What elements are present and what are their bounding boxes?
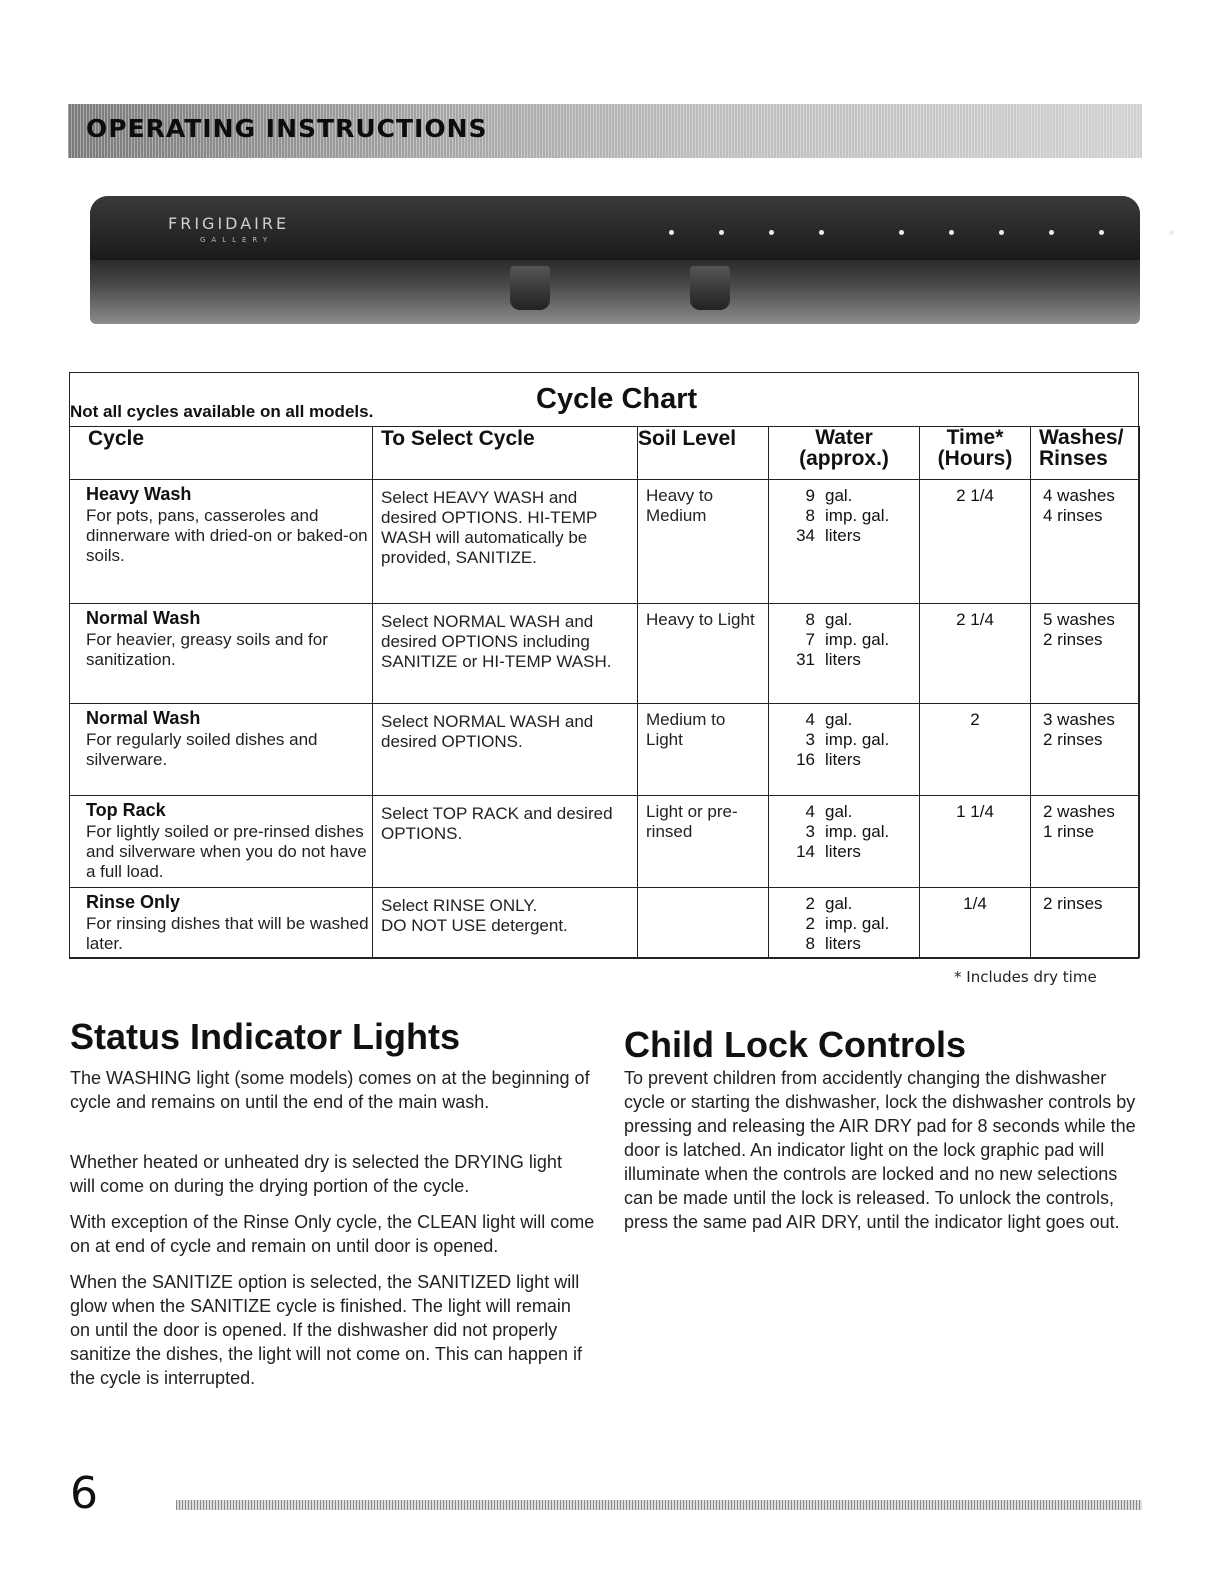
select-instructions: Select HEAVY WASH and desired OPTIONS. HI-TEMP WASH will automatically be provided, SANITIZE. (381, 488, 598, 567)
chart-footnote: * Includes dry time (954, 968, 1097, 986)
cycle-name: Heavy Wash (86, 484, 192, 504)
select-cell (373, 888, 638, 958)
status-lights-heading: Status Indicator Lights (70, 1016, 461, 1057)
water-unit: imp. gal. (825, 506, 890, 525)
column-header-cycle: Cycle (70, 427, 373, 480)
footer-rule (176, 1500, 1142, 1510)
cycle-cell (70, 604, 373, 704)
water-cell (769, 704, 920, 796)
table-row (70, 796, 1140, 888)
cycle-cell (70, 480, 373, 604)
washes-cell (1031, 796, 1140, 888)
water-amount: 7 (805, 630, 815, 649)
panel-button (938, 218, 964, 235)
cycle-time: 2 1/4 (956, 486, 994, 505)
column-header-select: To Select Cycle (373, 427, 638, 480)
panel-button (708, 218, 734, 235)
panel-button (808, 218, 834, 235)
child-lock-heading: Child Lock Controls (624, 1024, 966, 1065)
water-cell (769, 480, 920, 604)
cycle-description: For heavier, greasy soils and for sanitization. (86, 630, 328, 669)
cycle-name: Rinse Only (86, 892, 181, 912)
cycle-description: For pots, pans, casseroles and dinnerware with dried-on or baked-on soils. (86, 506, 368, 565)
soil-level: Heavy to Medium (646, 486, 714, 525)
washes-cell (1031, 704, 1140, 796)
water-cell (769, 604, 920, 704)
water-amount: 2 (805, 894, 815, 913)
table-row (70, 604, 1140, 704)
panel-button (658, 218, 684, 235)
water-unit: imp. gal. (825, 630, 890, 649)
soil-level: Medium to Light (646, 710, 726, 749)
water-unit: gal. (825, 710, 853, 729)
table-header-row (70, 427, 1140, 480)
washes-cell (1031, 604, 1140, 704)
water-amount: 2 (805, 914, 815, 933)
water-unit: liters (825, 526, 861, 545)
soil-level: Light or pre- rinsed (646, 802, 738, 841)
select-cell (373, 796, 638, 888)
cycle-time: 1 1/4 (956, 802, 994, 821)
time-cell (920, 480, 1031, 604)
cycle-name: Normal Wash (86, 608, 201, 628)
brand-sub-logo: GALLERY (200, 236, 274, 244)
column-header-washes: Washes/ Rinses (1031, 427, 1140, 480)
door-handle (690, 266, 730, 310)
washes-rinses: 2 rinses (1043, 894, 1103, 913)
soil-cell (638, 604, 769, 704)
water-cell (769, 796, 920, 888)
water-unit: imp. gal. (825, 730, 890, 749)
table-row (70, 704, 1140, 796)
brand-logo: FRIGIDAIRE (168, 214, 290, 233)
time-cell (920, 704, 1031, 796)
washes-rinses: 5 washes 2 rinses (1043, 610, 1115, 649)
cycle-time: 1/4 (963, 894, 987, 913)
water-amount: 3 (805, 822, 815, 841)
soil-level: Heavy to Light (646, 610, 755, 629)
water-unit: gal. (825, 894, 853, 913)
child-lock-paragraph: To prevent children from accidently changing the dishwasher cycle or starting the dishwasher, lock the dishwasher controls by pressing and releasing the AIR DRY pad for 8 seconds while the door is latched. An indicator light on the lock graphic pad will illuminate when the controls are locked and no new selections can be made until the lock is released. To unlock the controls, press the same pad AIR DRY, until the indicator light goes out. (624, 1068, 1136, 1232)
select-instructions: Select NORMAL WASH and desired OPTIONS. (381, 712, 594, 751)
cycle-time: 2 (970, 710, 980, 729)
water-unit: gal. (825, 486, 853, 505)
status-paragraph: The WASHING light (some models) comes on at the beginning of cycle and remains on until the end of the main wash. (70, 1068, 590, 1112)
page-number: 6 (70, 1468, 98, 1519)
status-paragraph: With exception of the Rinse Only cycle, the CLEAN light will come on at end of cycle and remain on until door is opened. (70, 1212, 595, 1256)
cycle-name: Top Rack (86, 800, 166, 820)
select-cell (373, 480, 638, 604)
water-amount: 31 (796, 650, 815, 669)
panel-button (1038, 218, 1064, 235)
water-unit: liters (825, 842, 861, 861)
water-unit: gal. (825, 610, 853, 629)
section-title: OPERATING INSTRUCTIONS (86, 114, 488, 143)
water-cell (769, 888, 920, 958)
select-cell (373, 604, 638, 704)
water-amount: 14 (796, 842, 815, 861)
water-amount: 4 (805, 802, 815, 821)
water-unit: liters (825, 650, 861, 669)
select-instructions: Select RINSE ONLY. DO NOT USE detergent. (381, 896, 568, 935)
panel-button (758, 218, 784, 235)
panel-button (988, 218, 1014, 235)
cycle-cell (70, 704, 373, 796)
cycle-cell (70, 796, 373, 888)
section-header-bar (68, 104, 1142, 158)
soil-cell (638, 704, 769, 796)
soil-cell (638, 888, 769, 958)
select-instructions: Select NORMAL WASH and desired OPTIONS including SANITIZE or HI-TEMP WASH. (381, 612, 612, 671)
washes-rinses: 2 washes 1 rinse (1043, 802, 1115, 841)
panel-buttons (658, 218, 1184, 235)
table-row (70, 888, 1140, 958)
cycle-cell (70, 888, 373, 958)
control-panel-image (90, 196, 1140, 324)
water-unit: liters (825, 750, 861, 769)
time-cell (920, 796, 1031, 888)
door-handle (510, 266, 550, 310)
water-unit: gal. (825, 802, 853, 821)
cycle-description: For rinsing dishes that will be washed later. (86, 914, 369, 953)
cycle-time: 2 1/4 (956, 610, 994, 629)
water-amount: 8 (805, 610, 815, 629)
water-unit: imp. gal. (825, 822, 890, 841)
washes-cell (1031, 888, 1140, 958)
water-unit: liters (825, 934, 861, 953)
column-header-water: Water (approx.) (769, 427, 920, 480)
water-amount: 3 (805, 730, 815, 749)
soil-cell (638, 480, 769, 604)
water-unit: imp. gal. (825, 914, 890, 933)
select-instructions: Select TOP RACK and desired OPTIONS. (381, 804, 613, 843)
select-cell (373, 704, 638, 796)
washes-rinses: 4 washes 4 rinses (1043, 486, 1115, 525)
panel-button (1088, 218, 1114, 235)
column-header-time: Time* (Hours) (920, 427, 1031, 480)
cycle-description: For regularly soiled dishes and silverware. (86, 730, 318, 769)
status-paragraph: Whether heated or unheated dry is selected the DRYING light will come on during the drying portion of the cycle. (70, 1152, 562, 1196)
panel-button (1158, 218, 1184, 235)
washes-cell (1031, 480, 1140, 604)
water-amount: 34 (796, 526, 815, 545)
washes-rinses: 3 washes 2 rinses (1043, 710, 1115, 749)
table-row (70, 480, 1140, 604)
time-cell (920, 888, 1031, 958)
water-amount: 4 (805, 710, 815, 729)
water-amount: 8 (805, 934, 815, 953)
chart-note: Not all cycles available on all models. (70, 402, 374, 421)
water-amount: 8 (805, 506, 815, 525)
soil-cell (638, 796, 769, 888)
column-header-soil: Soil Level (638, 427, 769, 480)
cycle-name: Normal Wash (86, 708, 201, 728)
cycle-description: For lightly soiled or pre-rinsed dishes and silverware when you do not have a full load. (86, 822, 367, 881)
water-amount: 9 (805, 486, 815, 505)
cycle-chart-table (69, 426, 1140, 958)
panel-button (888, 218, 914, 235)
time-cell (920, 604, 1031, 704)
water-amount: 16 (796, 750, 815, 769)
chart-title: Cycle Chart (536, 383, 698, 415)
status-paragraph: When the SANITIZE option is selected, the SANITIZED light will glow when the SANITIZE cycle is finished. The light will remain on until the door is opened. If the dishwasher did not properly sanitize the dishes, the light will not come on. This can happen if the cycle is interrupted. (70, 1272, 582, 1388)
